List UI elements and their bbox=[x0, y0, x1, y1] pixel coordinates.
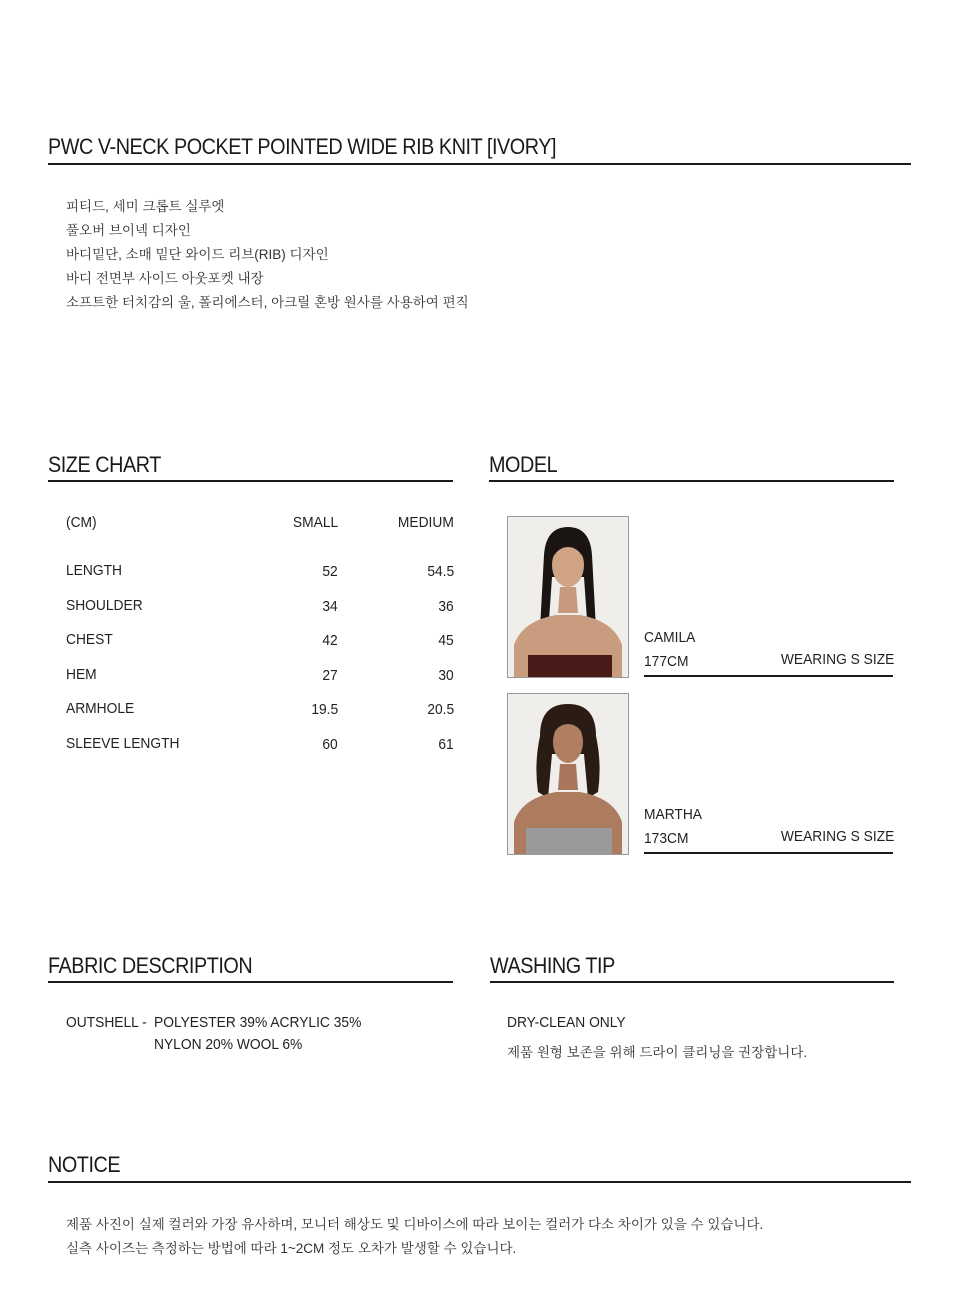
medium-value: 61 bbox=[438, 736, 454, 753]
notice-title: NOTICE bbox=[48, 1152, 121, 1177]
unit-header: (CM) bbox=[66, 514, 97, 531]
small-header: SMALL bbox=[292, 514, 338, 531]
small-value: 27 bbox=[322, 667, 338, 684]
small-value: 19.5 bbox=[311, 701, 338, 718]
size-chart-title: SIZE CHART bbox=[48, 452, 161, 477]
washing-instruction: DRY-CLEAN ONLY bbox=[507, 1014, 626, 1031]
medium-header: MEDIUM bbox=[398, 514, 454, 531]
model-wearing-size: WEARING S SIZE bbox=[780, 828, 894, 845]
notice-divider bbox=[48, 1181, 911, 1183]
row-label: ARMHOLE bbox=[66, 700, 135, 717]
washing-note: 제품 원형 보존을 위해 드라이 클리닝을 권장합니다. bbox=[507, 1045, 808, 1060]
small-value: 60 bbox=[322, 736, 338, 753]
title-divider bbox=[48, 163, 911, 165]
row-label: SHOULDER bbox=[66, 597, 143, 614]
medium-value: 36 bbox=[438, 598, 454, 615]
model-name: MARTHA bbox=[644, 806, 703, 823]
small-value: 42 bbox=[322, 632, 338, 649]
row-label: CHEST bbox=[66, 631, 113, 648]
fabric-divider bbox=[48, 981, 453, 983]
fabric-title: FABRIC DESCRIPTION bbox=[48, 953, 253, 978]
size-chart-divider bbox=[48, 480, 453, 482]
fabric-label: OUTSHELL - bbox=[66, 1014, 147, 1031]
washing-title: WASHING TIP bbox=[490, 953, 615, 978]
small-value: 52 bbox=[322, 563, 338, 580]
description-line: 풀오버 브이넥 디자인 bbox=[66, 223, 191, 238]
medium-value: 30 bbox=[438, 667, 454, 684]
model-divider bbox=[489, 480, 894, 482]
notice-line: 제품 사진이 실제 컬러와 가장 유사하며, 모니터 해상도 및 디바이스에 따라 보이는 컬러가 다소 차이가 있을 수 있습니다. bbox=[66, 1217, 764, 1232]
description-line: 바디밑단, 소매 밑단 와이드 리브(RIB) 디자인 bbox=[66, 247, 329, 262]
model-name: CAMILA bbox=[644, 629, 696, 646]
fabric-composition-line: POLYESTER 39% ACRYLIC 35% bbox=[154, 1014, 362, 1031]
model-divider-line bbox=[644, 852, 893, 854]
model-title: MODEL bbox=[489, 452, 558, 477]
washing-divider bbox=[490, 981, 894, 983]
model-photo-camila bbox=[507, 516, 629, 678]
description-line: 바디 전면부 사이드 아웃포켓 내장 bbox=[66, 271, 264, 286]
medium-value: 20.5 bbox=[427, 701, 454, 718]
medium-value: 45 bbox=[438, 632, 454, 649]
model-height: 177CM bbox=[644, 653, 689, 670]
medium-value: 54.5 bbox=[427, 563, 454, 580]
row-label: HEM bbox=[66, 666, 97, 683]
notice-line: 실측 사이즈는 측정하는 방법에 따라 1~2CM 정도 오차가 발생할 수 있습니다. bbox=[66, 1241, 517, 1256]
model-photo-martha bbox=[507, 693, 629, 855]
model-height: 173CM bbox=[644, 830, 689, 847]
model-wearing-size: WEARING S SIZE bbox=[780, 651, 894, 668]
small-value: 34 bbox=[322, 598, 338, 615]
product-title: PWC V-NECK POCKET POINTED WIDE RIB KNIT [IVORY] bbox=[48, 134, 557, 159]
description-line: 소프트한 터치감의 울, 폴리에스터, 아크릴 혼방 원사를 사용하여 편직 bbox=[66, 295, 469, 310]
fabric-composition-line: NYLON 20% WOOL 6% bbox=[154, 1036, 303, 1053]
model-divider-line bbox=[644, 675, 893, 677]
description-line: 피티드, 세미 크롭트 실루엣 bbox=[66, 199, 225, 214]
row-label: SLEEVE LENGTH bbox=[66, 735, 180, 752]
row-label: LENGTH bbox=[66, 562, 122, 579]
